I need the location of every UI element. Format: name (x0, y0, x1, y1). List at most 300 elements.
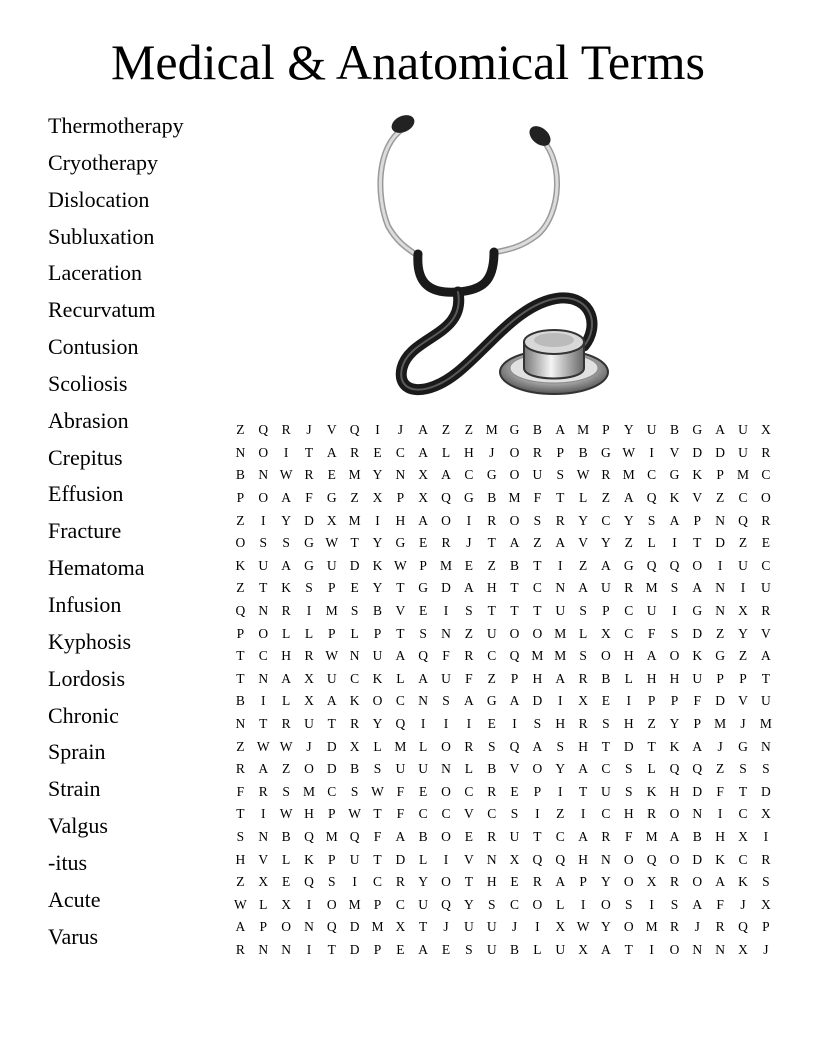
grid-letter: Z (601, 490, 611, 506)
grid-letter: O (258, 490, 269, 506)
grid-letter: S (442, 693, 450, 709)
grid-letter: O (692, 557, 703, 573)
grid-letter: S (236, 828, 245, 844)
grid-row (229, 442, 777, 465)
grid-letter: Y (555, 761, 566, 777)
grid-letter: I (649, 896, 654, 912)
grid-letter: Q (258, 422, 269, 438)
grid-letter: F (236, 783, 245, 799)
grid-letter: D (715, 535, 726, 551)
grid-letter: A (281, 490, 291, 506)
grid-letter: D (304, 512, 314, 528)
grid-letter: U (395, 761, 406, 777)
grid-letter: B (578, 444, 588, 460)
grid-letter: Q (304, 874, 314, 890)
grid-letter: Y (601, 874, 611, 890)
grid-letter: A (760, 648, 771, 664)
grid-letter: A (258, 761, 269, 777)
grid-letter: O (760, 490, 771, 506)
grid-letter: T (419, 919, 428, 935)
grid-letter: K (372, 670, 383, 686)
grid-letter: U (486, 919, 497, 935)
grid-letter: D (326, 761, 337, 777)
grid-letter: M (302, 783, 315, 799)
grid-letter: C (487, 806, 497, 822)
word-list-item: Infusion (48, 591, 122, 617)
grid-letter: Q (349, 422, 360, 438)
grid-letter: R (281, 716, 291, 732)
grid-letter: Q (418, 648, 429, 664)
grid-letter: P (693, 512, 702, 528)
grid-letter: O (669, 806, 680, 822)
grid-letter: O (669, 941, 680, 957)
grid-letter: A (281, 557, 291, 573)
grid-letter: Z (441, 422, 451, 438)
grid-letter: I (306, 896, 312, 912)
grid-row (229, 758, 777, 781)
grid-letter: L (304, 625, 314, 641)
grid-letter: N (486, 851, 497, 867)
grid-letter: Z (464, 422, 473, 438)
grid-letter: G (463, 490, 474, 506)
grid-letter: A (418, 444, 429, 460)
grid-letter: N (258, 467, 269, 483)
grid-letter: V (395, 603, 406, 619)
grid-letter: K (372, 557, 383, 573)
grid-letter: K (304, 851, 314, 867)
grid-letter: R (464, 648, 474, 664)
grid-letter: C (464, 467, 474, 483)
grid-letter: T (533, 603, 542, 619)
grid-letter: H (646, 670, 657, 686)
grid-letter: J (306, 738, 312, 754)
word-list-item: Kyphosis (48, 628, 132, 654)
grid-letter: I (375, 422, 380, 438)
grid-letter: T (510, 580, 519, 596)
grid-letter: H (623, 806, 634, 822)
grid-letter: V (463, 851, 474, 867)
grid-letter: P (328, 625, 336, 641)
grid-letter: R (235, 761, 245, 777)
grid-letter: R (235, 941, 245, 957)
grid-letter: U (509, 828, 520, 844)
word-list-item: Varus (48, 923, 99, 949)
grid-letter: Q (646, 557, 657, 573)
grid-letter: C (395, 444, 405, 460)
grid-letter: G (418, 580, 429, 596)
grid-letter: R (464, 738, 474, 754)
grid-letter: U (418, 896, 429, 912)
grid-letter: O (669, 851, 680, 867)
grid-letter: E (487, 716, 496, 732)
grid-letter: Q (509, 648, 520, 664)
grid-letter: T (761, 670, 770, 686)
grid-letter: N (258, 670, 269, 686)
word-list-item: Valgus (48, 813, 108, 839)
grid-letter: G (326, 490, 337, 506)
grid-letter: Q (669, 557, 680, 573)
grid-letter: S (579, 603, 587, 619)
grid-letter: M (736, 467, 749, 483)
grid-letter: Z (716, 490, 725, 506)
grid-letter: T (647, 738, 656, 754)
grid-letter: U (349, 851, 360, 867)
grid-letter: C (395, 693, 405, 709)
grid-letter: T (350, 535, 359, 551)
grid-letter: P (693, 716, 702, 732)
grid-letter: W (576, 467, 590, 483)
grid-letter: P (236, 625, 245, 641)
grid-letter: T (533, 557, 542, 573)
grid-letter: P (328, 851, 336, 867)
grid-letter: D (623, 738, 634, 754)
grid-letter: N (418, 693, 429, 709)
grid-letter: A (601, 941, 611, 957)
grid-letter: U (760, 580, 771, 596)
grid-letter: C (532, 580, 542, 596)
grid-letter: T (578, 783, 588, 799)
grid-letter: Q (646, 851, 657, 867)
grid-letter: R (624, 580, 634, 596)
grid-letter: O (326, 896, 337, 912)
grid-letter: R (761, 851, 771, 867)
grid-letter: U (326, 670, 337, 686)
grid-letter: Y (738, 625, 748, 641)
grid-letter: O (441, 874, 451, 890)
grid-letter: I (717, 557, 723, 573)
grid-letter: R (601, 467, 611, 483)
grid-letter: A (532, 738, 543, 754)
grid-letter: A (715, 422, 726, 438)
grid-letter: T (236, 648, 245, 664)
grid-letter: R (304, 648, 314, 664)
grid-letter: E (601, 693, 611, 709)
grid-letter: H (578, 851, 588, 867)
grid-row (229, 848, 777, 871)
grid-letter: P (762, 919, 770, 935)
grid-letter: O (509, 625, 520, 641)
grid-letter: O (304, 761, 314, 777)
grid-letter: W (279, 738, 293, 754)
grid-letter: S (419, 625, 427, 641)
grid-letter: E (441, 941, 451, 957)
grid-letter: O (441, 512, 451, 528)
grid-letter: L (441, 444, 451, 460)
grid-letter: N (555, 580, 566, 596)
grid-letter: C (601, 512, 611, 528)
grid-letter: S (328, 874, 336, 890)
grid-letter: N (441, 761, 451, 777)
grid-letter: A (395, 828, 406, 844)
grid-letter: B (669, 422, 679, 438)
grid-letter: I (443, 603, 449, 619)
grid-letter: C (647, 467, 657, 483)
grid-row (229, 532, 777, 555)
grid-letter: T (510, 603, 519, 619)
grid-letter: J (740, 896, 746, 912)
grid-letter: O (281, 919, 291, 935)
grid-letter: S (350, 783, 359, 799)
grid-letter: T (693, 535, 702, 551)
grid-letter: U (304, 716, 314, 732)
grid-row (229, 871, 777, 894)
grid-letter: X (418, 467, 429, 483)
grid-letter: H (715, 828, 726, 844)
grid-letter: S (739, 761, 747, 777)
grid-letter: Y (669, 716, 680, 732)
grid-letter: U (738, 444, 748, 460)
grid-letter: J (466, 535, 472, 551)
grid-letter: U (372, 648, 383, 664)
grid-letter: I (352, 874, 357, 890)
grid-letter: M (348, 467, 361, 483)
grid-letter: Q (235, 603, 246, 619)
word-list-item: Recurvatum (48, 297, 156, 323)
grid-row (229, 781, 777, 804)
grid-row (229, 577, 777, 600)
grid-letter: T (236, 806, 245, 822)
grid-letter: Z (464, 625, 473, 641)
grid-letter: A (463, 693, 474, 709)
grid-letter: C (350, 670, 360, 686)
grid-letter: Q (349, 828, 360, 844)
grid-letter: Y (372, 467, 383, 483)
grid-letter: T (373, 806, 382, 822)
grid-letter: P (510, 670, 519, 686)
grid-letter: R (761, 603, 771, 619)
grid-letter: Y (418, 874, 429, 890)
grid-letter: U (441, 670, 451, 686)
grid-letter: H (669, 783, 680, 799)
grid-letter: A (669, 828, 680, 844)
grid-letter: U (326, 557, 337, 573)
grid-letter: A (646, 648, 657, 664)
grid-letter: I (443, 716, 449, 732)
grid-letter: C (441, 806, 451, 822)
grid-letter: G (486, 467, 497, 483)
grid-letter: V (738, 693, 748, 709)
grid-letter: A (441, 467, 451, 483)
grid-letter: R (578, 716, 588, 732)
grid-letter: S (259, 535, 268, 551)
grid-letter: P (602, 422, 610, 438)
grid-letter: X (304, 670, 314, 686)
grid-letter: A (418, 670, 429, 686)
grid-letter: F (305, 490, 313, 506)
grid-letter: F (396, 783, 405, 799)
grid-letter: Q (555, 851, 566, 867)
grid-letter: T (738, 783, 748, 799)
grid-letter: I (535, 806, 540, 822)
grid-letter: E (761, 535, 770, 551)
grid-letter: G (715, 648, 726, 664)
grid-letter: T (533, 828, 542, 844)
grid-letter: X (738, 828, 748, 844)
grid-letter: S (602, 716, 610, 732)
grid-letter: L (396, 670, 405, 686)
grid-letter: O (623, 874, 634, 890)
grid-letter: U (258, 557, 269, 573)
grid-letter: Y (372, 535, 383, 551)
grid-letter: T (373, 851, 382, 867)
grid-letter: B (487, 761, 497, 777)
grid-letter: S (282, 535, 290, 551)
word-list-item: Effusion (48, 481, 124, 507)
grid-letter: Q (532, 851, 543, 867)
grid-letter: Z (281, 761, 291, 777)
grid-letter: B (487, 490, 497, 506)
grid-letter: X (738, 941, 748, 957)
grid-row (229, 555, 777, 578)
grid-letter: N (258, 828, 269, 844)
grid-letter: N (304, 919, 314, 935)
grid-letter: F (716, 896, 724, 912)
grid-letter: X (395, 919, 406, 935)
grid-letter: E (510, 874, 519, 890)
grid-letter: G (509, 422, 520, 438)
grid-letter: F (625, 828, 633, 844)
grid-letter: P (373, 625, 382, 641)
grid-letter: F (693, 693, 702, 709)
grid-letter: D (692, 444, 703, 460)
grid-letter: W (325, 535, 339, 551)
grid-letter: E (419, 783, 428, 799)
word-list-item: -itus (48, 849, 88, 875)
grid-letter: G (669, 467, 680, 483)
grid-letter: X (372, 490, 383, 506)
grid-letter: D (692, 851, 703, 867)
grid-letter: A (669, 512, 680, 528)
grid-letter: I (261, 693, 266, 709)
grid-letter: Y (578, 512, 588, 528)
grid-letter: K (281, 580, 291, 596)
grid-letter: R (350, 716, 360, 732)
grid-letter: R (304, 467, 314, 483)
grid-letter: X (760, 806, 771, 822)
grid-letter: P (716, 670, 724, 686)
grid-letter: K (235, 557, 246, 573)
grid-letter: I (557, 783, 563, 799)
grid-letter: L (281, 693, 291, 709)
grid-letter: T (487, 603, 496, 619)
grid-row (229, 622, 777, 645)
grid-letter: P (602, 603, 610, 619)
grid-letter: P (373, 896, 382, 912)
grid-letter: T (396, 625, 405, 641)
grid-letter: S (670, 580, 679, 596)
grid-letter: X (304, 693, 314, 709)
grid-letter: E (396, 941, 405, 957)
grid-letter: I (420, 716, 426, 732)
grid-letter: J (763, 941, 769, 957)
grid-letter: S (625, 896, 633, 912)
grid-letter: E (464, 557, 473, 573)
word-search-grid (229, 419, 777, 961)
grid-letter: A (578, 828, 588, 844)
grid-letter: R (487, 512, 497, 528)
grid-letter: S (762, 874, 770, 890)
grid-letter: E (510, 783, 519, 799)
grid-letter: O (441, 738, 451, 754)
grid-letter: U (738, 557, 748, 573)
grid-letter: K (669, 490, 680, 506)
grid-letter: Z (487, 670, 496, 686)
grid-letter: L (281, 625, 291, 641)
grid-letter: E (464, 828, 473, 844)
grid-letter: Q (509, 738, 520, 754)
word-list-item: Abrasion (48, 407, 129, 433)
grid-letter: I (535, 919, 540, 935)
grid-letter: C (418, 806, 428, 822)
word-list-item: Crepitus (48, 444, 123, 470)
grid-letter: L (373, 738, 382, 754)
grid-letter: I (466, 716, 472, 732)
grid-letter: N (235, 716, 246, 732)
grid-letter: U (486, 625, 497, 641)
grid-letter: O (372, 693, 383, 709)
grid-letter: Z (236, 512, 245, 528)
grid-letter: F (647, 625, 656, 641)
grid-letter: Y (601, 535, 611, 551)
grid-letter: X (646, 874, 657, 890)
grid-letter: U (692, 670, 703, 686)
grid-letter: X (760, 422, 771, 438)
grid-row (229, 916, 777, 939)
grid-letter: H (555, 716, 566, 732)
word-list-item: Cryotherapy (48, 149, 158, 175)
word-list-item: Acute (48, 886, 101, 912)
grid-letter: G (304, 557, 314, 573)
grid-letter: I (443, 851, 449, 867)
grid-letter: M (485, 422, 498, 438)
grid-letter: Y (372, 716, 383, 732)
grid-letter: U (646, 603, 657, 619)
grid-letter: M (440, 557, 453, 573)
grid-letter: U (555, 941, 566, 957)
grid-letter: D (441, 580, 451, 596)
grid-letter: Y (601, 919, 611, 935)
grid-letter: U (532, 467, 543, 483)
grid-letter: I (672, 603, 677, 619)
grid-letter: Z (533, 535, 542, 551)
grid-letter: V (692, 490, 703, 506)
grid-letter: Q (646, 490, 657, 506)
grid-letter: J (306, 422, 312, 438)
grid-letter: H (395, 512, 406, 528)
grid-letter: D (760, 783, 771, 799)
grid-letter: M (759, 716, 772, 732)
grid-letter: L (533, 941, 542, 957)
grid-letter: R (715, 919, 725, 935)
grid-letter: H (623, 716, 634, 732)
page-title: Medical & Anatomical Terms (110, 34, 706, 90)
grid-letter: M (325, 828, 338, 844)
grid-letter: W (371, 783, 384, 799)
grid-letter: C (464, 783, 474, 799)
grid-letter: X (258, 874, 269, 890)
grid-letter: F (442, 648, 450, 664)
grid-row (229, 939, 777, 962)
grid-letter: P (236, 490, 245, 506)
grid-row (229, 600, 777, 623)
grid-letter: S (465, 941, 473, 957)
grid-letter: P (259, 919, 268, 935)
grid-letter: U (760, 693, 771, 709)
grid-letter: Z (716, 625, 725, 641)
grid-letter: I (626, 693, 632, 709)
grid-letter: C (738, 851, 748, 867)
grid-letter: B (235, 467, 245, 483)
